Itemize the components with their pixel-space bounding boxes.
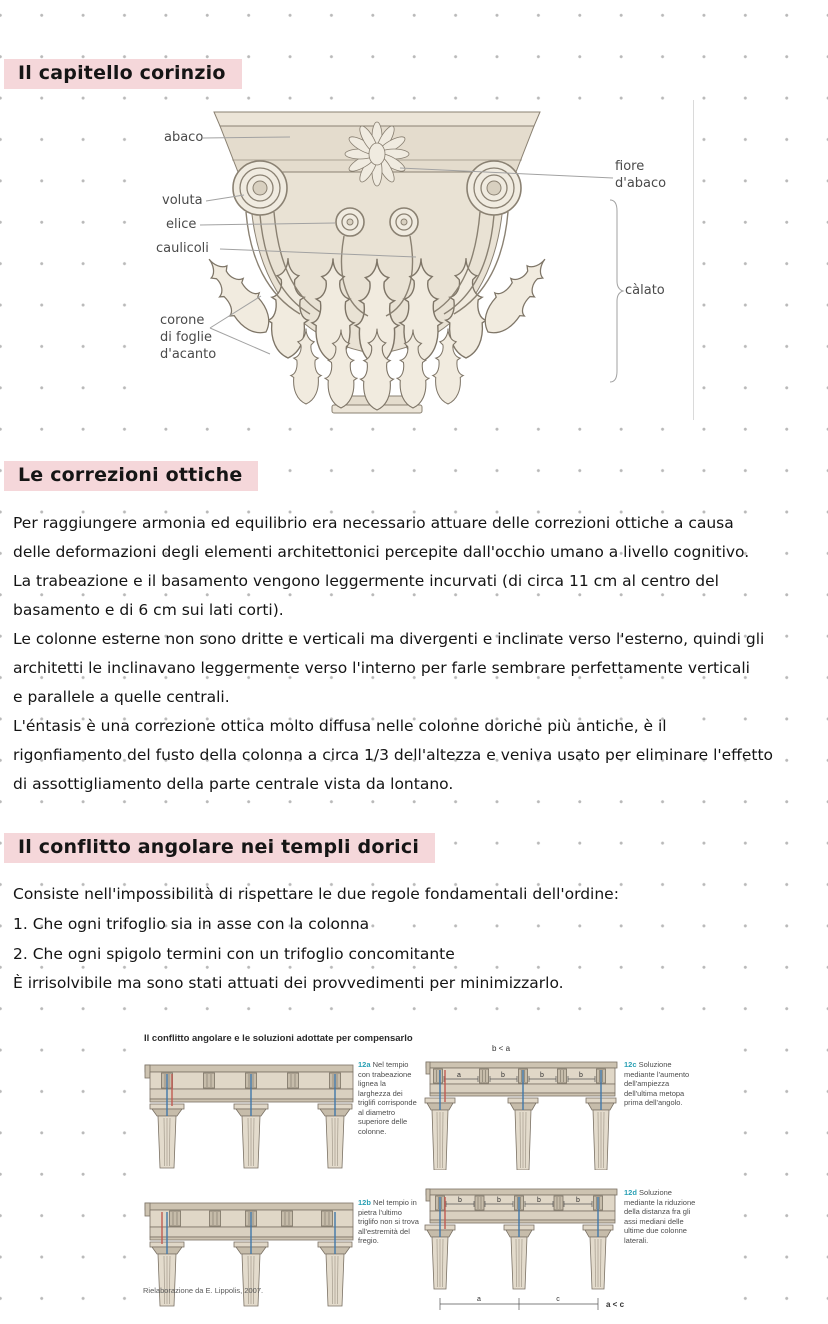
panel-12d-caption [624, 1188, 702, 1245]
figure-label-fiore-line1: fiore [615, 159, 645, 174]
body-line: di assottigliamento della parte centrale vista da lontano. [13, 775, 454, 793]
body-line: L'éntasis è una correzione ottica molto diffusa nelle colonne doriche più antiche, è il [13, 717, 667, 735]
panel-12d-diagram [424, 1186, 619, 1316]
heading-conflitto: Il conflitto angolare nei templi dorici [4, 833, 435, 863]
panel-12b-caption [358, 1198, 420, 1246]
figure-label-abaco: abaco [164, 130, 204, 145]
figure-title: Il conflitto angolare e le soluzioni adottate per compensarlo [144, 1033, 413, 1044]
heading-correzioni: Le correzioni ottiche [4, 461, 258, 491]
figure-label-caulicoli: caulicoli [156, 241, 209, 256]
figure-label-voluta: voluta [162, 193, 203, 208]
panel-12c-caption-text: Soluzione mediante l'aumento dell'ampiezza dell'ultima metopa prima dell'angolo. [624, 1060, 690, 1107]
dimension-label: b [576, 1197, 580, 1204]
body-line: basamento e di 6 cm sui lati corti). [13, 601, 284, 619]
panel-12a-caption [358, 1060, 420, 1136]
figure-label-corone-line3: d'acanto [160, 347, 217, 362]
figure-label-elice: elice [166, 217, 197, 232]
body-line: e parallele a quelle centrali. [13, 688, 230, 706]
body-line: Le colonne esterne non sono dritte e verticali ma divergenti e inclinate verso l'esterno, quindi gli [13, 630, 765, 648]
figure-label-fiore-line2: d'abaco [615, 176, 667, 191]
dimension-label: b [501, 1072, 505, 1079]
panel-12a-caption-text: Nel tempio con trabeazione lignea la larghezza dei triglifi corrisponde al diametro superiore delle colonne. [358, 1060, 417, 1136]
figure-label-fiore [615, 158, 666, 192]
figure-credit: Rielaborazione da E. Lippolis, 2007. [143, 1286, 264, 1295]
figure-label-calato: càlato [625, 283, 665, 298]
angular-conflict-figure [140, 1028, 712, 1318]
panel-12b-number: 12b [358, 1198, 371, 1207]
dimension-label: b [537, 1197, 541, 1204]
body-line: 2. Che ogni spigolo termini con un trifoglio concomitante [13, 945, 455, 963]
figure-label-corone-line2: di foglie [160, 330, 212, 345]
panel-12c-caption [624, 1060, 702, 1108]
panel-12b-caption-text: Nel tempio in pietra l'ultimo triglifo non si trova all'estremità del fregio. [358, 1198, 419, 1245]
panel-12d-number: 12d [624, 1188, 637, 1197]
panel-12a-number: 12a [358, 1060, 371, 1069]
body-line: È irrisolvibile ma sono stati attuati dei provvedimenti per minimizzarlo. [13, 974, 564, 992]
figure-label-corone-line1: corone [160, 313, 205, 328]
note-b-lt-a: b < a [492, 1044, 511, 1053]
panel-12c-number: 12c [624, 1060, 637, 1069]
body-line: delle deformazioni degli elementi architettonici percepite dall'occhio umano a livello cognitivo. [13, 543, 750, 561]
panel-12c-diagram [424, 1058, 619, 1170]
dimension-label: b [540, 1072, 544, 1079]
dimension-label: c [556, 1296, 560, 1303]
note-a-lt-c: a < c [606, 1300, 625, 1309]
dimension-label: b [458, 1197, 462, 1204]
heading-capitello: Il capitello corinzio [4, 59, 242, 89]
figure-label-corone [160, 312, 216, 363]
corinthian-capital-drawing [128, 100, 694, 420]
body-line: Per raggiungere armonia ed equilibrio era necessario attuare delle correzioni ottiche a causa [13, 514, 734, 532]
dimension-label: b [497, 1197, 501, 1204]
calato-brace [610, 200, 623, 382]
body-line: Consiste nell'impossibilità di rispettare le due regole fondamentali dell'ordine: [13, 885, 619, 903]
dimension-label: a [457, 1072, 461, 1079]
panel-12d-caption-text: Soluzione mediante la riduzione della distanza fra gli assi mediani delle ultime due colonne laterali. [624, 1188, 696, 1245]
body-line: rigonfiamento del fusto della colonna a circa 1/3 dell'altezza e veniva usato per eliminare l'effetto [13, 746, 774, 764]
corinthian-capital-figure [128, 100, 694, 420]
dimension-label: b [579, 1072, 583, 1079]
body-line: architetti le inclinavano leggermente verso l'interno per farle sembrare perfettamente verticali [13, 659, 750, 677]
body-line: La trabeazione e il basamento vengono leggermente incurvati (di circa 11 cm al centro del [13, 572, 719, 590]
panel-12a-diagram [143, 1058, 355, 1170]
dimension-label: a [477, 1296, 481, 1303]
body-line: 1. Che ogni trifoglio sia in asse con la colonna [13, 915, 370, 933]
